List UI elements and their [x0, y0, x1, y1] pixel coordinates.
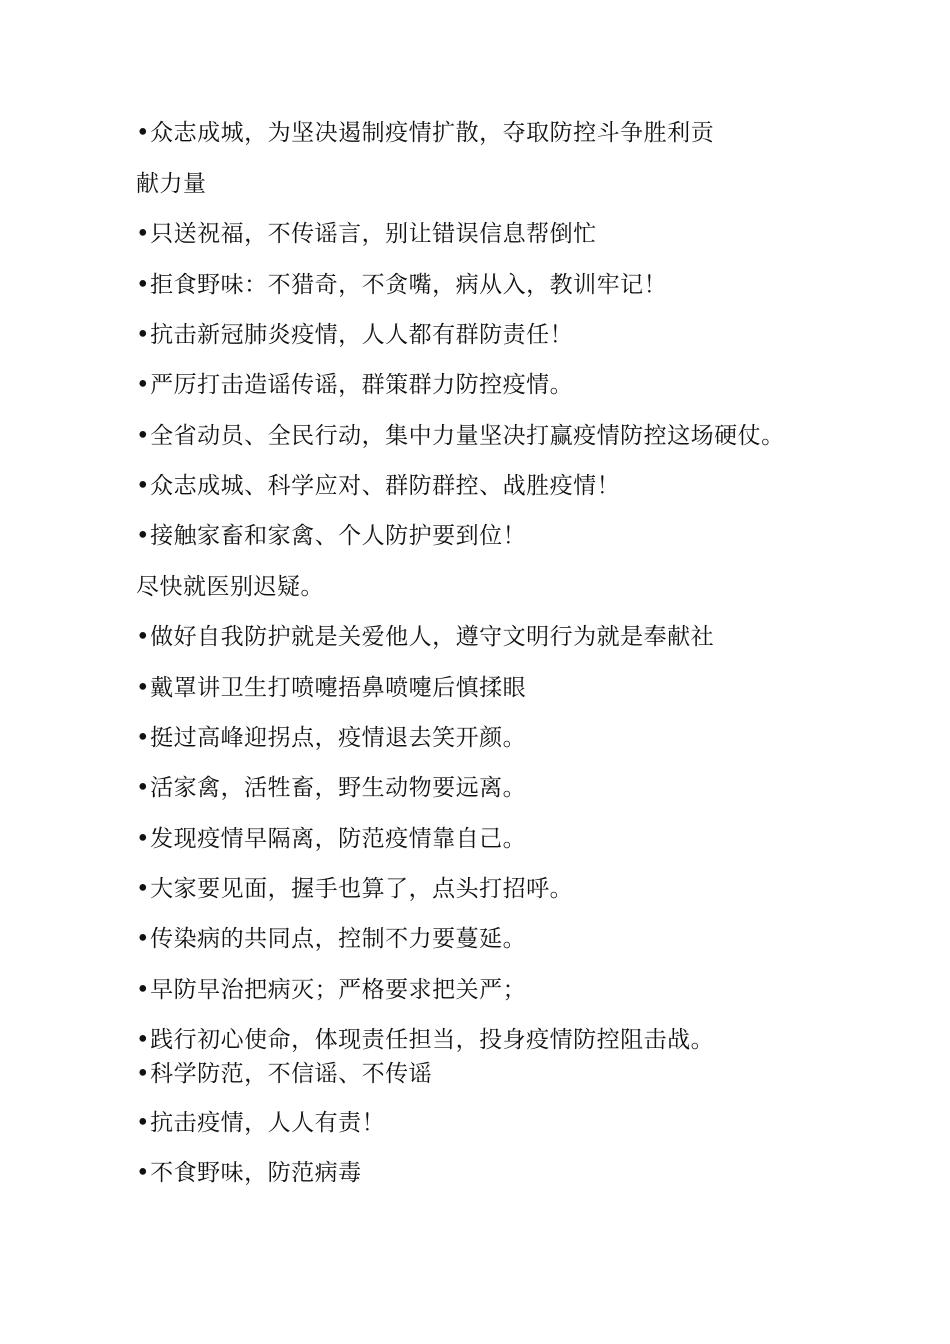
slogan-line: •大家要见面，握手也算了，点头打招呼。: [136, 876, 574, 902]
slogan-line: •不食野味，防范病毒: [136, 1160, 362, 1186]
slogan-line: •严厉打击造谣传谣，群策群力防控疫情。: [136, 372, 574, 398]
slogan-line: •抗击疫情，人人有责！: [136, 1110, 386, 1136]
slogan-line: •科学防范，不信谣、不传谣: [136, 1061, 433, 1087]
slogan-line: 尽快就医别迟疑。: [136, 574, 324, 600]
slogan-line: •做好自我防护就是关爱他人，遵守文明行为就是奉献社: [136, 624, 715, 650]
slogan-line: •活家禽，活牲畜，野生动物要远离。: [136, 775, 527, 801]
slogan-line: •只送祝福，不传谣言，别让错误信息帮倒忙: [136, 221, 597, 247]
slogan-line: •众志成城，为坚决遏制疫情扩散，夺取防控斗争胜利贡: [136, 120, 715, 146]
slogan-line: •拒食野味：不猎奇，不贪嘴，病从入，教训牢记！: [136, 272, 668, 298]
slogan-line: •早防早治把病灭；严格要求把关严；: [136, 977, 527, 1003]
slogan-line: •挺过高峰迎拐点，疫情退去笑开颜。: [136, 725, 527, 751]
slogan-line: •抗击新冠肺炎疫情，人人都有群防责任！: [136, 322, 574, 348]
slogan-line: 献力量: [136, 171, 207, 197]
slogan-line: •全省动员、全民行动，集中力量坚决打赢疫情防控这场硬仗。: [136, 423, 785, 449]
slogan-line: •众志成城、科学应对、群防群控、战胜疫情！: [136, 473, 621, 499]
slogan-line: •践行初心使命，体现责任担当，投身疫情防控阻击战。: [136, 1027, 715, 1053]
slogan-line: •发现疫情早隔离，防范疫情靠自己。: [136, 826, 527, 852]
slogan-line: •戴罩讲卫生打喷嚏捂鼻喷嚏后慎揉眼: [136, 675, 527, 701]
slogan-line: •接触家畜和家禽、个人防护要到位！: [136, 523, 527, 549]
slogan-line: •传染病的共同点，控制不力要蔓延。: [136, 926, 527, 952]
